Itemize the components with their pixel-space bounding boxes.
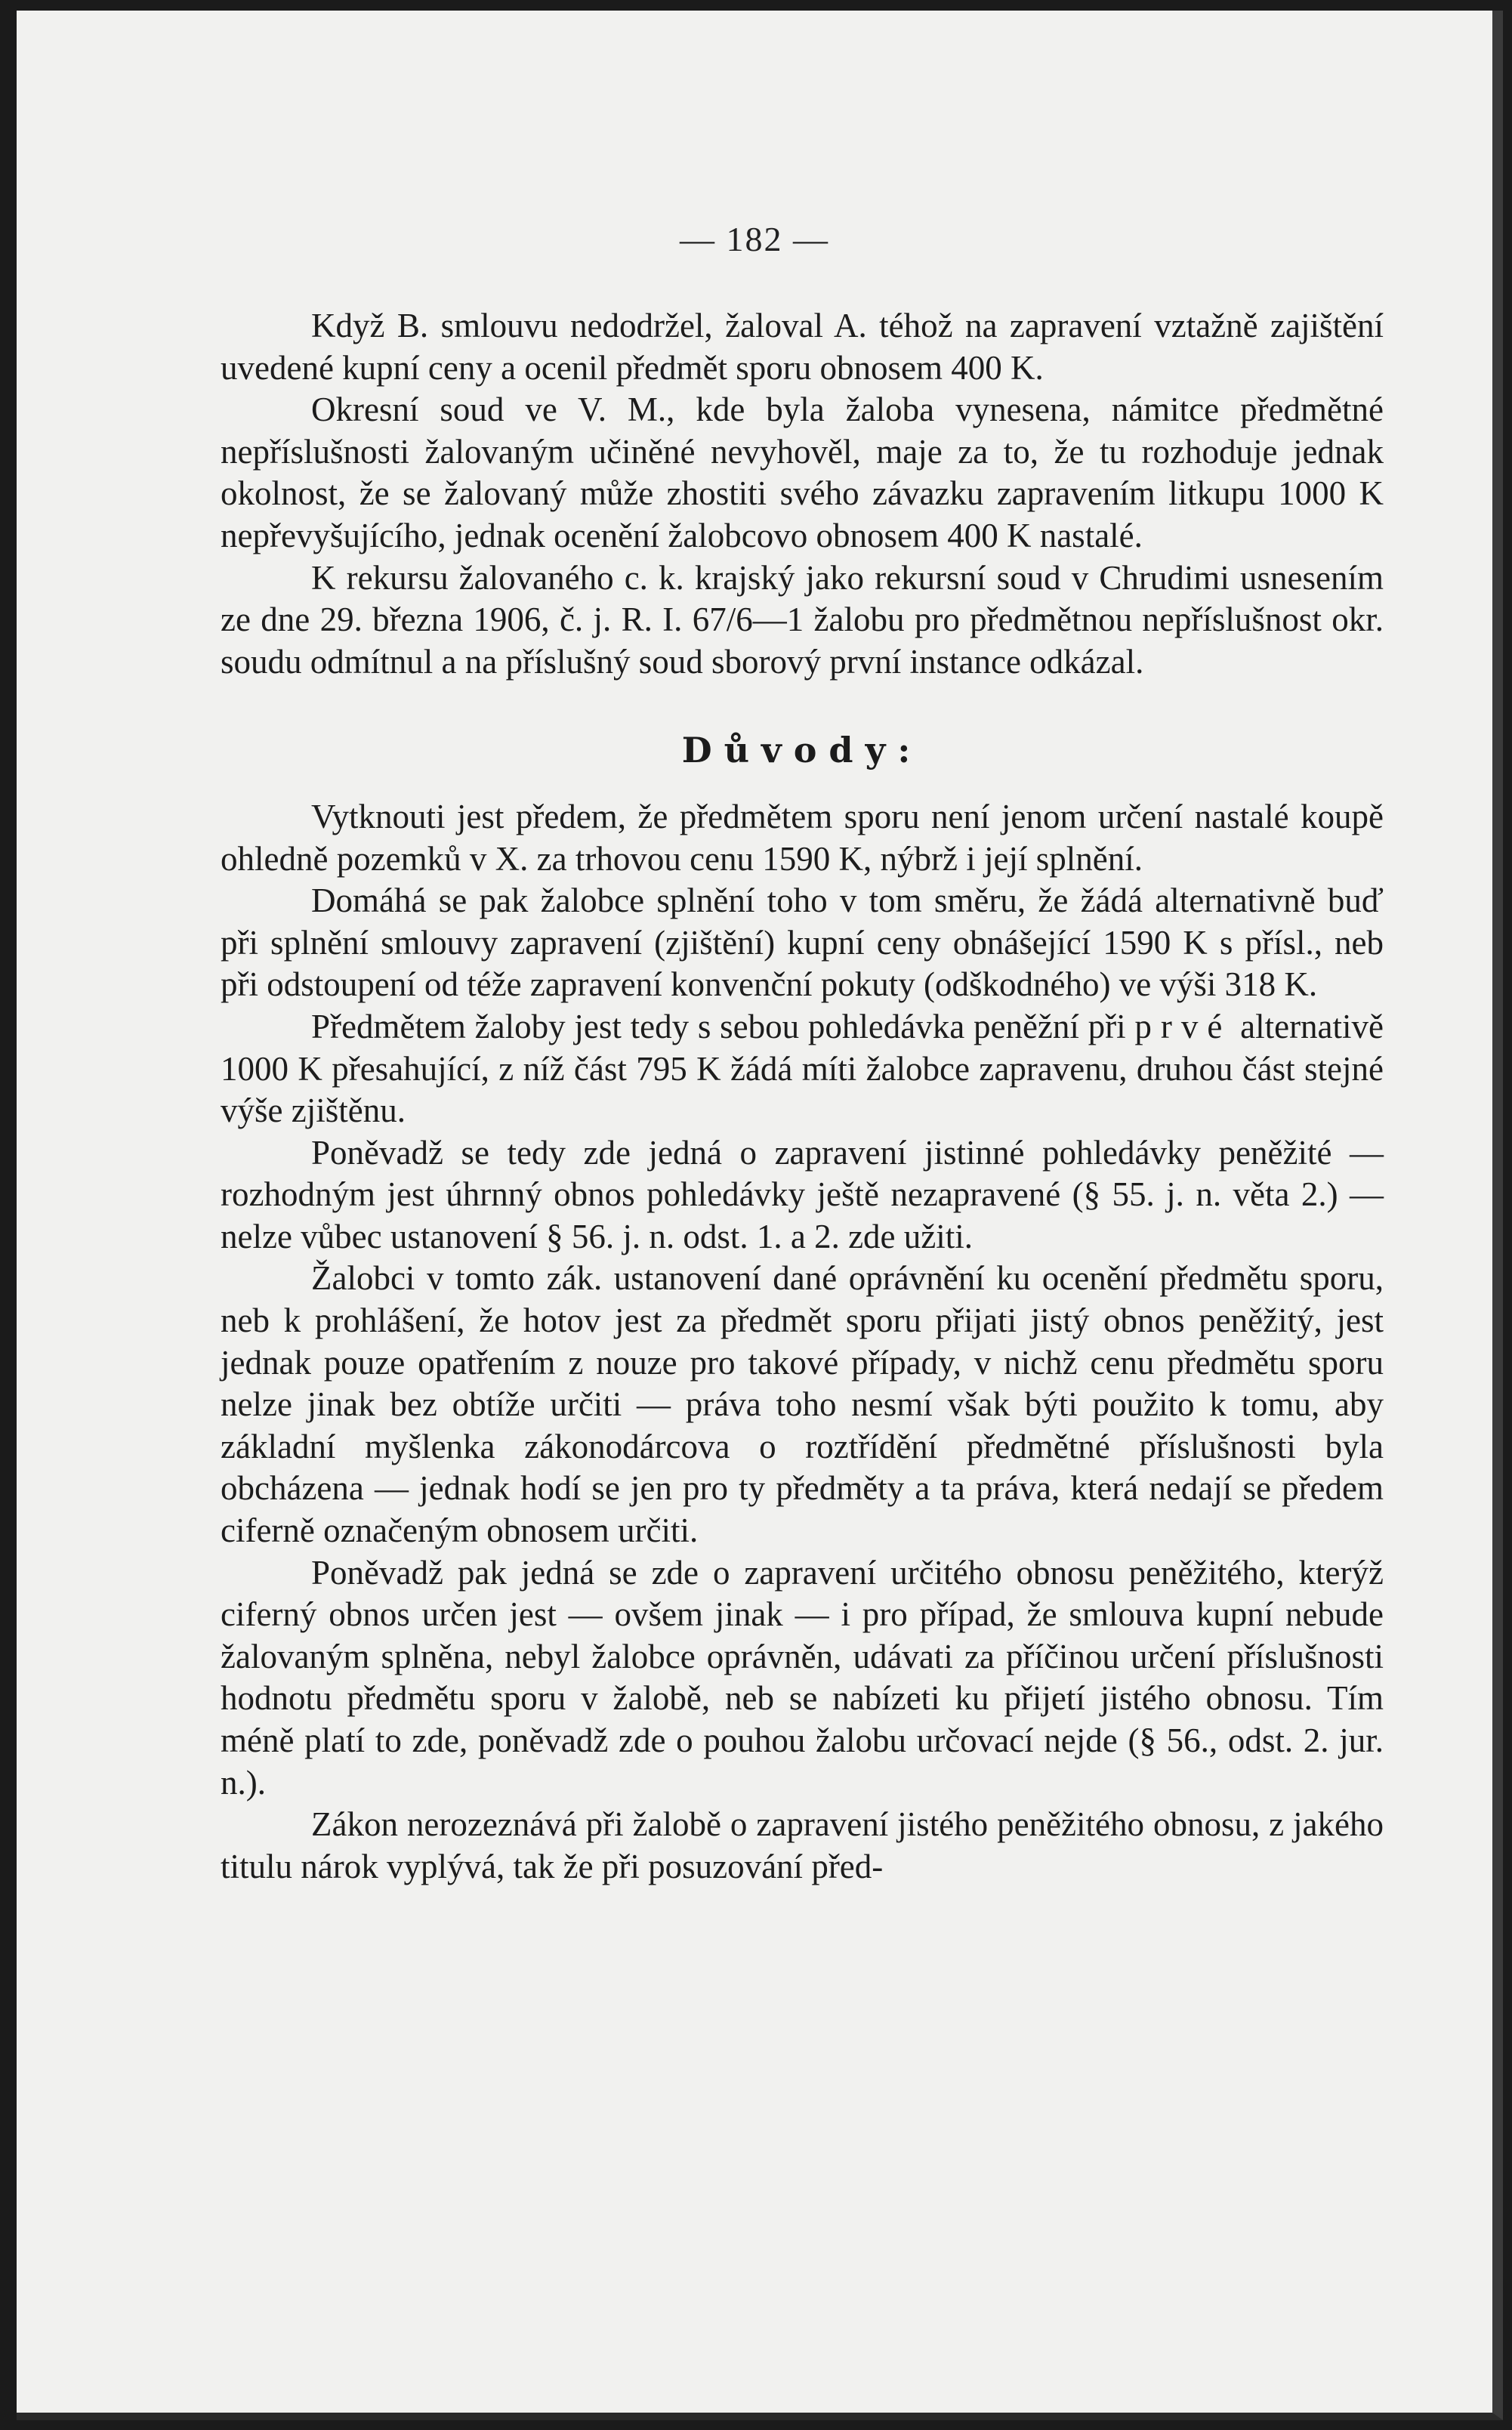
section-heading: Důvody: bbox=[681, 730, 923, 771]
paragraph-facts-3: K rekursu žalovaného c. k. krajský jako rekursní soud v Chrudimi usnesením ze dne 29. března 1906, č. j. R. I. 67/6—1 žalobu pro předmětnou nepříslušnost okr. soudu odmítnul a na příslušný soud sborový první instance odkázal. bbox=[221, 558, 1384, 681]
paragraph-reasons-3 bbox=[221, 1006, 1384, 1132]
reasons-3-lead: Předmětem žaloby jest tedy s sebou pohledávka peněžní při bbox=[311, 1007, 1126, 1045]
paragraph-reasons-5: Žalobci v tomto zák. ustanovení dané oprávnění ku ocenění předmětu sporu, neb k prohlášení, že hotov jest za předmět sporu přijati jistý obnos peněžitý, jest jednak pouze opatřením z nouze pro takové případy, v nichž cenu předmětu sporu nelze jinak bez obtíže určiti — práva toho nesmí však býti použito k tomu, aby základní myšlenka zákonodárcova o roztřídění předmětné příslušnosti byla obcházena — jednak hodí se jen pro ty předměty a ta práva, která nedají se předem ciferně označeným obnosem určiti. bbox=[221, 1259, 1384, 1550]
paragraph-facts-2: Okresní soud ve V. M., kde byla žaloba vynesena, námitce předmětné nepříslušnosti žalovaným učiněné nevyhověl, maje za to, že tu rozhoduje jednak okolnost, že se žalovaný může zhostiti svého závazku zapravením litkupu 1000 K nepřevyšujícího, jednak ocenění žalobcovo obnosem 400 K nastalé. bbox=[221, 391, 1384, 554]
reasons-3-rest: alternativě 1000 K přesahující, z níž část 795 K žádá míti žalobce zapravenu, druhou část stejné výše zjištěnu. bbox=[221, 1007, 1384, 1130]
paragraph-reasons-6: Poněvadž pak jedná se zde o zapravení určitého obnosu peněžitého, kterýž ciferný obnos určen jest — ovšem jinak — i pro případ, že smlouva kupní nebude žalovaným splněna, nebyl žalobce oprávněn, udávati za příčinou určení příslušnosti hodnotu předmětu sporu v žalobě, neb se nabízeti ku přijetí jistého obnosu. Tím méně platí to zde, poněvadž zde o pouhou žalobu určovací nejde (§ 56., odst. 2. jur. n.). bbox=[221, 1553, 1384, 1802]
text-column bbox=[221, 305, 1384, 1888]
paragraph-facts-1: Když B. smlouvu nedodržel, žaloval A. téhož na zapravení vztažně zajištění uvedené kupní ceny a ocenil předmět sporu obnosem 400 K. bbox=[221, 307, 1384, 387]
book-page bbox=[17, 11, 1503, 2420]
page-number: — 182 — bbox=[680, 220, 829, 258]
paragraph-reasons-4: Poněvadž se tedy zde jedná o zapravení jistinné pohledávky peněžité — rozhodným jest úhrnný obnos pohledávky ještě nezapravené (§ 55. j. n. věta 2.) — nelze vůbec ustanovení § 56. j. n. odst. 1. a 2. zde užiti. bbox=[221, 1133, 1384, 1255]
paragraph-reasons-2: Domáhá se pak žalobce splnění toho v tom směru, že žádá alternativně buď při splnění smlouvy zapravení (zjištění) kupní ceny obnášející 1590 K s přísl., neb při odstoupení od téže zapravení konvenční pokuty (odškodného) ve výši 318 K. bbox=[221, 882, 1384, 1004]
reasons-3-spaced-word: prvé bbox=[1134, 1007, 1232, 1045]
paragraph-reasons-1: Vytknouti jest předem, že předmětem sporu není jenom určení nastalé koupě ohledně pozemků v X. za trhovou cenu 1590 K, nýbrž i její splnění. bbox=[221, 797, 1384, 878]
paragraph-reasons-7: Zákon nerozeznává při žalobě o zapravení jistého peněžitého obnosu, z jakého titulu nárok vyplývá, tak že při posuzování před- bbox=[221, 1805, 1384, 1885]
